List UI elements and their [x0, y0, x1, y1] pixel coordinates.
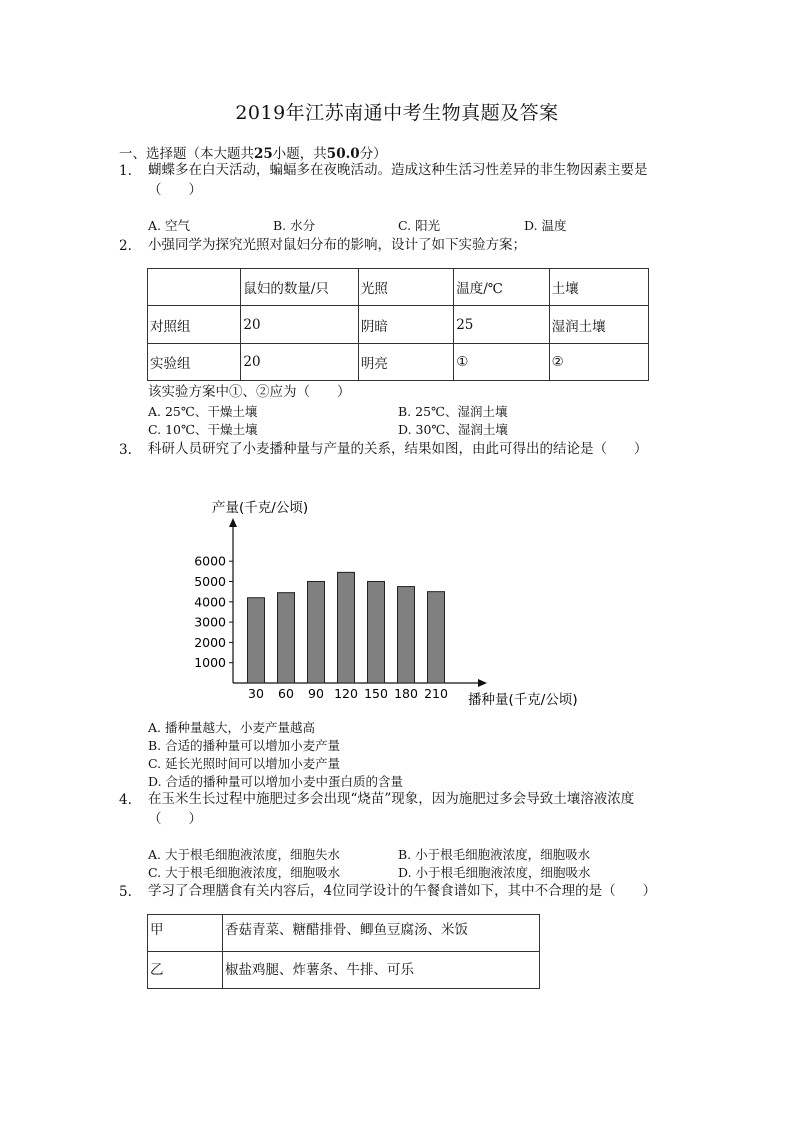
q3-number: 3.	[119, 442, 132, 458]
q1-option-b: B. 水分	[273, 218, 316, 233]
q2-table-cell: 实验组	[148, 344, 241, 381]
q4-text: 在玉米生长过程中施肥过多会出现“烧苗”现象，因为施肥过多会导致土壤溶液浓度	[148, 791, 635, 807]
q2-number: 2.	[119, 238, 132, 254]
x-tick-label: 210	[424, 686, 448, 701]
q2-table-header-cell: 光照	[358, 269, 453, 306]
section-score: 50.0	[326, 146, 360, 162]
q2-table-cell: 湿润土壤	[549, 306, 648, 344]
q1-paren: （ ）	[148, 182, 202, 198]
bar-120	[338, 572, 355, 683]
section-mid: 小题，共	[272, 146, 327, 162]
q3-option-a: A. 播种量越大，小麦产量越高	[148, 720, 315, 735]
section-suffix: 分）	[359, 146, 387, 162]
q2-table-cell: 明亮	[358, 344, 453, 381]
bar-30	[248, 598, 265, 683]
q5-table-cell: 甲	[148, 915, 223, 952]
y-tick-label: 1000	[194, 655, 226, 671]
q3-text: 科研人员研究了小麦播种量与产量的关系，结果如图，由此可得出的结论是（ ）	[148, 441, 648, 457]
bar-210	[428, 592, 445, 683]
y-tick-label: 2000	[194, 634, 226, 650]
x-tick-label: 150	[364, 686, 388, 701]
q2-table-header-cell: 土壤	[549, 269, 648, 306]
y-tick-label: 3000	[194, 614, 226, 630]
q5-table-row	[148, 952, 540, 989]
bar-60	[278, 593, 295, 683]
y-tick-label: 6000	[194, 553, 226, 569]
q5-table-cell: 椒盐鸡腿、炸薯条、牛排、可乐	[223, 952, 540, 989]
x-tick-label: 90	[308, 686, 324, 701]
page-title: 2019年江苏南通中考生物真题及答案	[235, 102, 559, 124]
y-axis-label: 产量(千克/公顷)	[212, 500, 309, 516]
q2-option-b: B. 25℃、湿润土壤	[398, 404, 508, 419]
x-tick-label: 180	[394, 686, 418, 701]
q1-option-c: C. 阳光	[398, 218, 441, 233]
q2-option-d: D. 30℃、湿润土壤	[398, 422, 508, 437]
q5-text: 学习了合理膳食有关内容后，4位同学设计的午餐食谱如下，其中不合理的是（ ）	[148, 883, 657, 899]
q2-text: 小强同学为探究光照对鼠妇分布的影响，设计了如下实验方案；	[148, 237, 526, 253]
q1-option-d: D. 温度	[524, 218, 567, 233]
q5-table-row	[148, 915, 540, 952]
q2-table-header-cell: 鼠妇的数量/只	[241, 269, 358, 306]
q2-table-cell: 20	[241, 344, 358, 381]
q5-table	[147, 914, 540, 989]
q4-option-a: A. 大于根毛细胞液浓度，细胞失水	[148, 847, 340, 862]
q3-option-c: C. 延长光照时间可以增加小麦产量	[148, 756, 341, 771]
q3-option-b: B. 合适的播种量可以增加小麦产量	[148, 738, 341, 753]
q5-table-cell: 乙	[148, 952, 223, 989]
q4-option-b: B. 小于根毛细胞液浓度，细胞吸水	[398, 847, 591, 862]
bar-90	[308, 582, 325, 684]
x-tick-label: 120	[334, 686, 358, 701]
q1-option-a: A. 空气	[148, 218, 190, 233]
x-tick-label: 30	[248, 686, 264, 701]
q4-option-c: C. 大于根毛细胞液浓度，细胞吸水	[148, 865, 341, 880]
q2-table-cell: 20	[241, 306, 358, 344]
y-tick-label: 5000	[194, 574, 226, 589]
section-count: 25	[254, 146, 273, 162]
y-tick-label: 4000	[194, 594, 226, 610]
q2-table-cell: 25	[454, 306, 549, 344]
y-axis-arrow	[229, 518, 237, 527]
q2-option-c: C. 10℃、干燥土壤	[148, 422, 258, 437]
q5-number: 5.	[119, 884, 132, 900]
q4-number: 4.	[119, 792, 132, 808]
q4-paren: （ ）	[148, 811, 202, 827]
q1-text: 蝴蝶多在白天活动，蝙蝠多在夜晚活动。造成这种生活习性差异的非生物因素主要是	[148, 162, 648, 178]
q2-table-cell: 阴暗	[358, 306, 453, 344]
q2-option-a: A. 25℃、干燥土壤	[148, 404, 258, 419]
x-tick-label: 60	[278, 686, 294, 701]
section-prefix: 一、选择题（本大题共	[119, 146, 254, 162]
bar-180	[398, 587, 415, 683]
q2-table-cell: ①	[454, 344, 549, 381]
q2-table-cell: 对照组	[148, 306, 241, 344]
q5-table-cell: 香菇青菜、糖醋排骨、鲫鱼豆腐汤、米饭	[223, 915, 540, 952]
x-axis-arrow	[478, 679, 487, 687]
x-axis-label: 播种量(千克/公顷)	[468, 692, 578, 708]
q2-question: 该实验方案中①、②应为（ ）	[148, 384, 351, 400]
q4-option-d: D. 小于根毛细胞液浓度，细胞吸水	[398, 865, 591, 880]
q3-option-d: D. 合适的播种量可以增加小麦中蛋白质的含量	[148, 774, 404, 789]
bar-150	[368, 582, 385, 684]
q2-table-header-cell: 温度/℃	[454, 269, 549, 306]
q2-table-cell: ②	[549, 344, 648, 381]
q1-number: 1.	[119, 163, 132, 179]
